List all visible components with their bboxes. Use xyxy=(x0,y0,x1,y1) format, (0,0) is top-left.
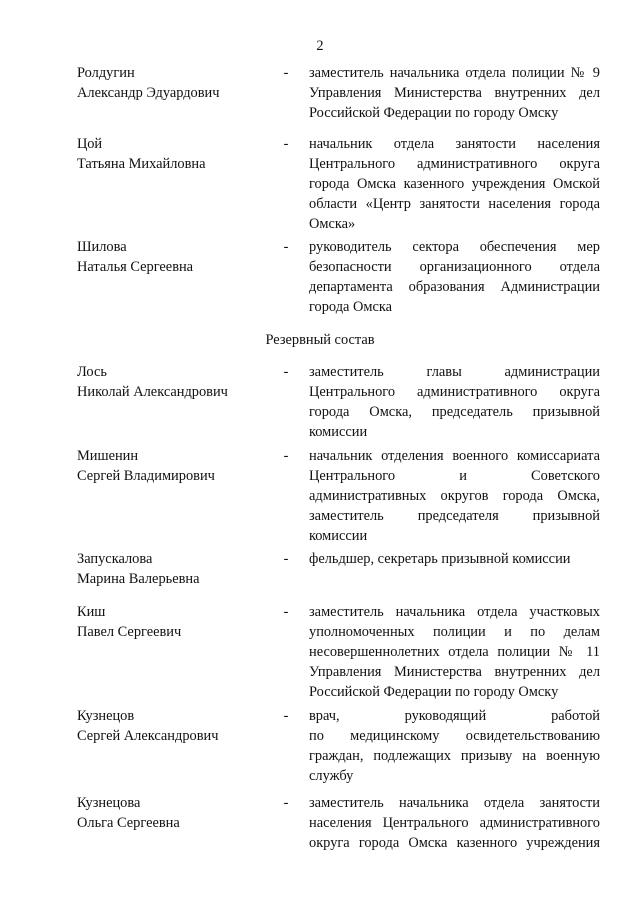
role-line: Центрального административного округа xyxy=(309,156,600,172)
member-given-name: Павел Сергеевич xyxy=(77,624,182,640)
member-given-name: Татьяна Михайловна xyxy=(77,156,206,172)
role-line: заместитель начальника отдела полиции № 9 xyxy=(309,65,600,81)
role-line: комиссии xyxy=(309,528,368,544)
role-line: службу xyxy=(309,768,354,784)
dash-separator: - xyxy=(283,604,289,620)
role-line: Российской Федерации по городу Омску xyxy=(309,105,559,121)
role-line: заместитель председателя призывной xyxy=(309,508,600,524)
member-given-name: Сергей Владимирович xyxy=(77,468,215,484)
role-line: Управления Министерства внутренних дел xyxy=(309,85,600,101)
role-line: начальник отделения военного комиссариата xyxy=(309,448,600,464)
dash-separator: - xyxy=(283,448,289,464)
dash-separator: - xyxy=(283,136,289,152)
dash-separator: - xyxy=(283,239,289,255)
member-given-name: Наталья Сергеевна xyxy=(77,259,194,275)
member-surname: Запускалова xyxy=(77,551,153,567)
role-line: руководитель сектора обеспечения мер xyxy=(309,239,600,255)
role-line: фельдшер, секретарь призывной комиссии xyxy=(309,551,571,567)
role-line: населения Центрального административного xyxy=(309,815,600,831)
member-name xyxy=(77,706,277,746)
role-line: Центрального и Советского xyxy=(309,468,600,484)
role-line: Центрального административного округа xyxy=(309,384,600,400)
dash-separator: - xyxy=(283,708,289,724)
role-line: Управления Министерства внутренних дел xyxy=(309,664,600,680)
role-line: заместитель главы администрации xyxy=(309,364,600,380)
role-line: граждан, подлежащих призыву на военную xyxy=(309,748,600,764)
role-line: Омска» xyxy=(309,216,356,232)
member-given-name: Александр Эдуардович xyxy=(77,85,220,101)
page-number: 2 xyxy=(316,38,324,54)
role-line: административных округов города Омска, xyxy=(309,488,600,504)
role-line: города Омска, председатель призывной xyxy=(309,404,600,420)
member-name xyxy=(77,63,277,103)
member-role xyxy=(309,362,600,442)
member-name xyxy=(77,793,277,833)
member-name xyxy=(77,237,277,277)
member-name xyxy=(77,362,277,402)
role-line: области «Центр занятости населения города xyxy=(309,196,600,212)
role-line: комиссии xyxy=(309,424,368,440)
member-given-name: Ольга Сергеевна xyxy=(77,815,180,831)
reserve-section-heading: Резервный состав xyxy=(265,332,375,348)
member-given-name: Николай Александрович xyxy=(77,384,228,400)
member-surname: Цой xyxy=(77,136,103,152)
member-role xyxy=(309,446,600,546)
role-line: заместитель начальника отдела участковых xyxy=(309,604,600,620)
dash-separator: - xyxy=(283,65,289,81)
member-role xyxy=(309,134,600,234)
member-role xyxy=(309,706,600,786)
member-surname: Мишенин xyxy=(77,448,139,464)
role-line: начальник отдела занятости населения xyxy=(309,136,600,152)
member-role xyxy=(309,237,600,317)
member-role xyxy=(309,793,600,853)
member-surname: Лось xyxy=(77,364,107,380)
member-name xyxy=(77,446,277,486)
member-given-name: Сергей Александрович xyxy=(77,728,219,744)
member-surname: Киш xyxy=(77,604,106,620)
member-surname: Кузнецов xyxy=(77,708,135,724)
member-given-name: Марина Валерьевна xyxy=(77,571,200,587)
role-line: Российской Федерации по городу Омску xyxy=(309,684,559,700)
dash-separator: - xyxy=(283,364,289,380)
role-line: города Омска казенного учреждения Омской xyxy=(309,176,600,192)
member-role xyxy=(309,602,600,702)
member-role xyxy=(309,549,600,569)
role-line: несовершеннолетних отдела полиции № 11 xyxy=(309,644,600,660)
member-surname: Шилова xyxy=(77,239,127,255)
member-name xyxy=(77,549,277,589)
dash-separator: - xyxy=(283,551,289,567)
member-role xyxy=(309,63,600,123)
role-line: города Омска xyxy=(309,299,393,315)
member-name xyxy=(77,602,277,642)
role-line: безопасности организационного отдела xyxy=(309,259,600,275)
role-line: департамента образования Администрации xyxy=(309,279,600,295)
role-line: округа города Омска казенного учреждения xyxy=(309,835,600,851)
member-surname: Ролдугин xyxy=(77,65,135,81)
member-name xyxy=(77,134,277,174)
role-line: уполномоченных полиции и по делам xyxy=(309,624,600,640)
role-line: заместитель начальника отдела занятости xyxy=(309,795,600,811)
dash-separator: - xyxy=(283,795,289,811)
role-line: по медицинскому освидетельствованию xyxy=(309,728,600,744)
member-surname: Кузнецова xyxy=(77,795,141,811)
role-line: врач, руководящий работой xyxy=(309,708,600,724)
